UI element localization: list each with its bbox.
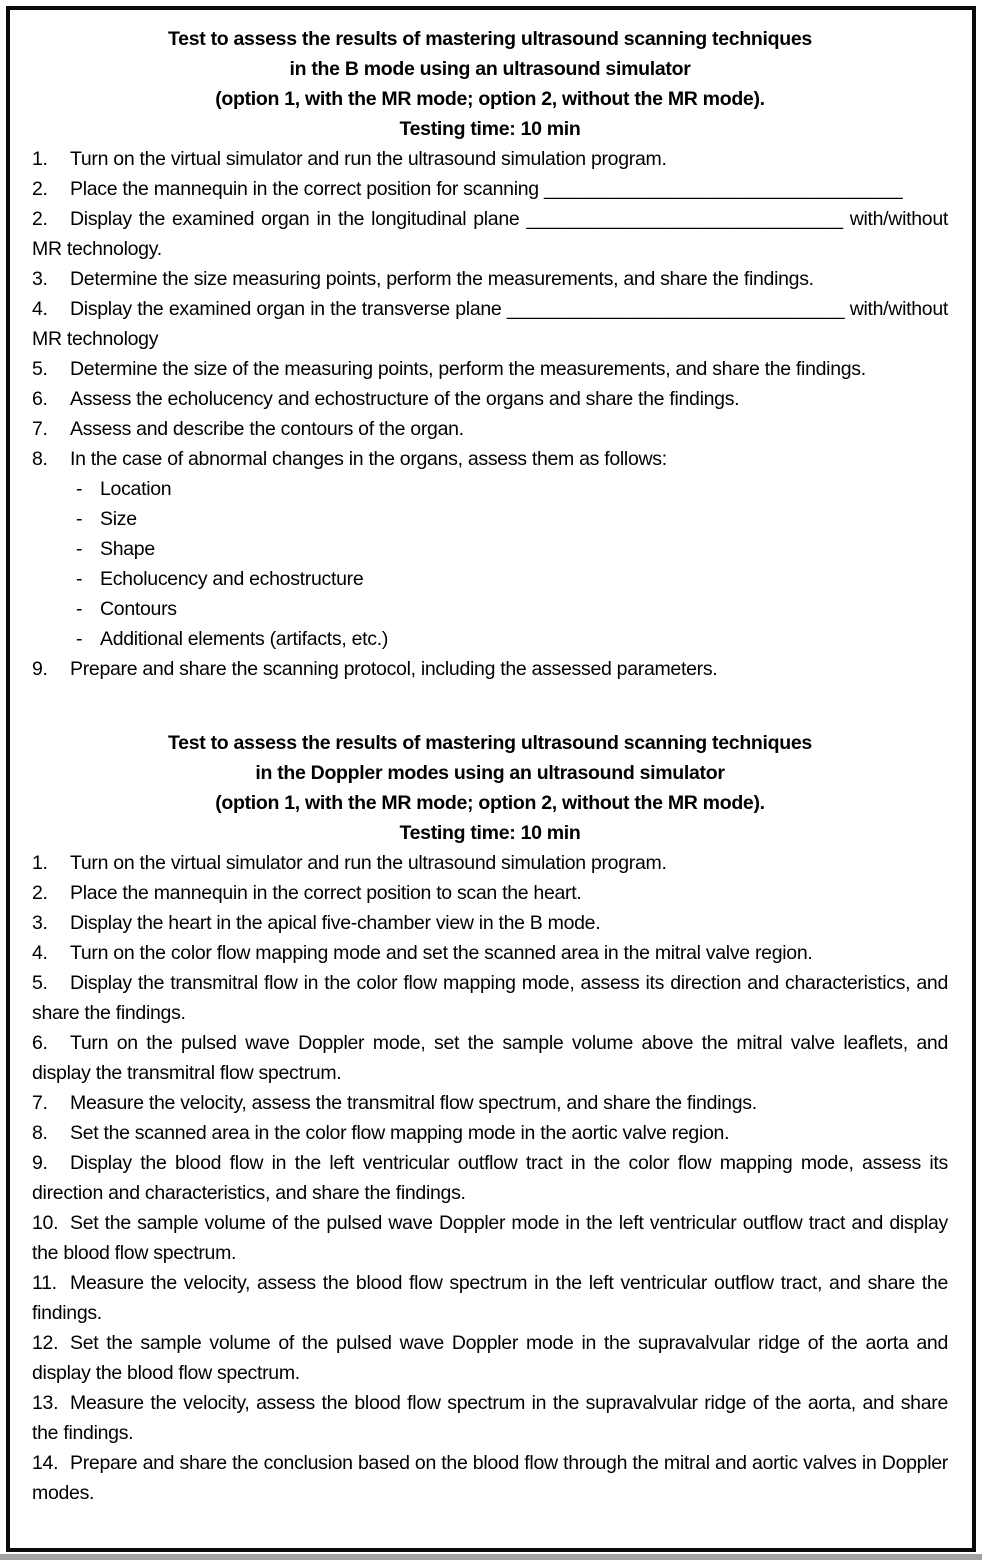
item-number: 5. — [32, 972, 48, 994]
list-item — [32, 204, 948, 264]
section-title-line: Testing time: 10 min — [399, 118, 581, 140]
list-item — [32, 384, 948, 414]
item-number: 5. — [32, 358, 48, 380]
item-text: Measure the velocity, assess the transmitral flow spectrum, and share the findings. — [70, 1092, 757, 1114]
list-item — [32, 1028, 948, 1088]
item-number: 7. — [32, 418, 48, 440]
item-number: 2. — [32, 178, 48, 200]
item-text: Measure the velocity, assess the blood flow spectrum in the left ventricular outflow tract, and share the findings. — [32, 1272, 948, 1324]
sub-item-text: Shape — [100, 538, 155, 560]
item-number: 2. — [32, 208, 48, 230]
section-title-line: in the B mode using an ultrasound simulator — [289, 58, 691, 80]
item-number: 6. — [32, 1032, 48, 1054]
item-text: Measure the velocity, assess the blood flow spectrum in the supravalvular ridge of the aorta, and share the findings. — [32, 1392, 948, 1444]
dash-bullet: - — [76, 598, 83, 620]
list-item — [32, 908, 948, 938]
document-page — [6, 6, 976, 1552]
item-text: Prepare and share the scanning protocol, including the assessed parameters. — [70, 658, 718, 680]
section-title-line: Test to assess the results of mastering ultrasound scanning techniques — [168, 732, 812, 754]
sub-list-item — [32, 564, 948, 594]
item-text: Turn on the virtual simulator and run the ultrasound simulation program. — [70, 148, 667, 170]
item-number: 3. — [32, 268, 48, 290]
item-number: 3. — [32, 912, 48, 934]
section-title-line: (option 1, with the MR mode; option 2, without the MR mode). — [215, 88, 765, 110]
item-text: Display the heart in the apical five-chamber view in the B mode. — [70, 912, 601, 934]
item-number: 6. — [32, 388, 48, 410]
section-title-line: Test to assess the results of mastering ultrasound scanning techniques — [168, 28, 812, 50]
item-number: 4. — [32, 942, 48, 964]
item-number: 12. — [32, 1332, 59, 1354]
list-item — [32, 878, 948, 908]
item-text: Display the transmitral flow in the color flow mapping mode, assess its direction and characteristics, and share the findings. — [32, 972, 948, 1024]
list-item — [32, 968, 948, 1028]
item-text: Display the examined organ in the transverse plane ________________________________ with/without MR technology — [32, 298, 948, 350]
item-number: 9. — [32, 1152, 48, 1174]
item-number: 1. — [32, 148, 48, 170]
list-item — [32, 1268, 948, 1328]
sub-item-text: Size — [100, 508, 137, 530]
item-number: 11. — [32, 1272, 57, 1294]
sub-item-text: Echolucency and echostructure — [100, 568, 364, 590]
list-item — [32, 1148, 948, 1208]
item-text: Place the mannequin in the correct position to scan the heart. — [70, 882, 582, 904]
item-text: In the case of abnormal changes in the organs, assess them as follows: — [70, 448, 667, 470]
item-text: Set the sample volume of the pulsed wave Doppler mode in the supravalvular ridge of the aorta and display the blood flow spectrum. — [32, 1332, 948, 1384]
item-number: 8. — [32, 1122, 48, 1144]
item-number: 8. — [32, 448, 48, 470]
sub-list-item — [32, 624, 948, 654]
dash-bullet: - — [76, 508, 83, 530]
item-text: Place the mannequin in the correct position for scanning __________________________________ — [70, 178, 903, 200]
item-text: Determine the size measuring points, perform the measurements, and share the findings. — [70, 268, 814, 290]
list-item — [32, 1088, 948, 1118]
list-item — [32, 1118, 948, 1148]
list-item — [32, 414, 948, 444]
sub-list-item — [32, 534, 948, 564]
sub-list-item — [32, 594, 948, 624]
list-item — [32, 938, 948, 968]
list-item — [32, 654, 948, 684]
list-item — [32, 264, 948, 294]
test-section-doppler-modes — [32, 728, 948, 1508]
item-number: 4. — [32, 298, 48, 320]
item-text: Assess the echolucency and echostructure of the organs and share the findings. — [70, 388, 740, 410]
document-body — [32, 24, 948, 1508]
test-section-b-mode — [32, 24, 948, 684]
sub-list-item — [32, 504, 948, 534]
item-text: Determine the size of the measuring points, perform the measurements, and share the findings. — [70, 358, 866, 380]
item-text: Display the examined organ in the longitudinal plane ______________________________ with/without MR technology. — [32, 208, 948, 260]
item-text: Turn on the color flow mapping mode and set the scanned area in the mitral valve region. — [70, 942, 813, 964]
list-item — [32, 144, 948, 174]
sub-item-text: Contours — [100, 598, 177, 620]
list-item — [32, 354, 948, 384]
list-item — [32, 1208, 948, 1268]
list-item — [32, 1388, 948, 1448]
item-number: 2. — [32, 882, 48, 904]
item-text: Set the sample volume of the pulsed wave Doppler mode in the left ventricular outflow tract and display the blood flow spectrum. — [32, 1212, 948, 1264]
item-number: 9. — [32, 658, 48, 680]
dash-bullet: - — [76, 478, 83, 500]
item-text: Turn on the virtual simulator and run the ultrasound simulation program. — [70, 852, 667, 874]
item-text: Turn on the pulsed wave Doppler mode, set the sample volume above the mitral valve leaflets, and display the transmitral flow spectrum. — [32, 1032, 948, 1084]
dash-bullet: - — [76, 568, 83, 590]
sub-item-text: Location — [100, 478, 172, 500]
section-title-line: Testing time: 10 min — [399, 822, 581, 844]
list-item — [32, 1448, 948, 1508]
item-number: 1. — [32, 852, 48, 874]
item-number: 7. — [32, 1092, 48, 1114]
list-item — [32, 294, 948, 354]
item-number: 13. — [32, 1392, 59, 1414]
bottom-edge-bar — [0, 1554, 982, 1560]
item-text: Set the scanned area in the color flow mapping mode in the aortic valve region. — [70, 1122, 730, 1144]
item-number: 10. — [32, 1212, 59, 1234]
dash-bullet: - — [76, 538, 83, 560]
sub-list-item — [32, 474, 948, 504]
item-text: Display the blood flow in the left ventricular outflow tract in the color flow mapping mode, assess its direction and characteristics, and share the findings. — [32, 1152, 948, 1204]
item-text: Prepare and share the conclusion based on the blood flow through the mitral and aortic valves in Doppler modes. — [32, 1452, 948, 1504]
sub-item-text: Additional elements (artifacts, etc.) — [100, 628, 389, 650]
item-text: Assess and describe the contours of the organ. — [70, 418, 464, 440]
list-item — [32, 1328, 948, 1388]
item-number: 14. — [32, 1452, 59, 1474]
dash-bullet: - — [76, 628, 83, 650]
section-title-line: (option 1, with the MR mode; option 2, without the MR mode). — [215, 792, 765, 814]
list-item — [32, 444, 948, 474]
list-item — [32, 848, 948, 878]
section-title-line: in the Doppler modes using an ultrasound simulator — [255, 762, 725, 784]
list-item — [32, 174, 948, 204]
